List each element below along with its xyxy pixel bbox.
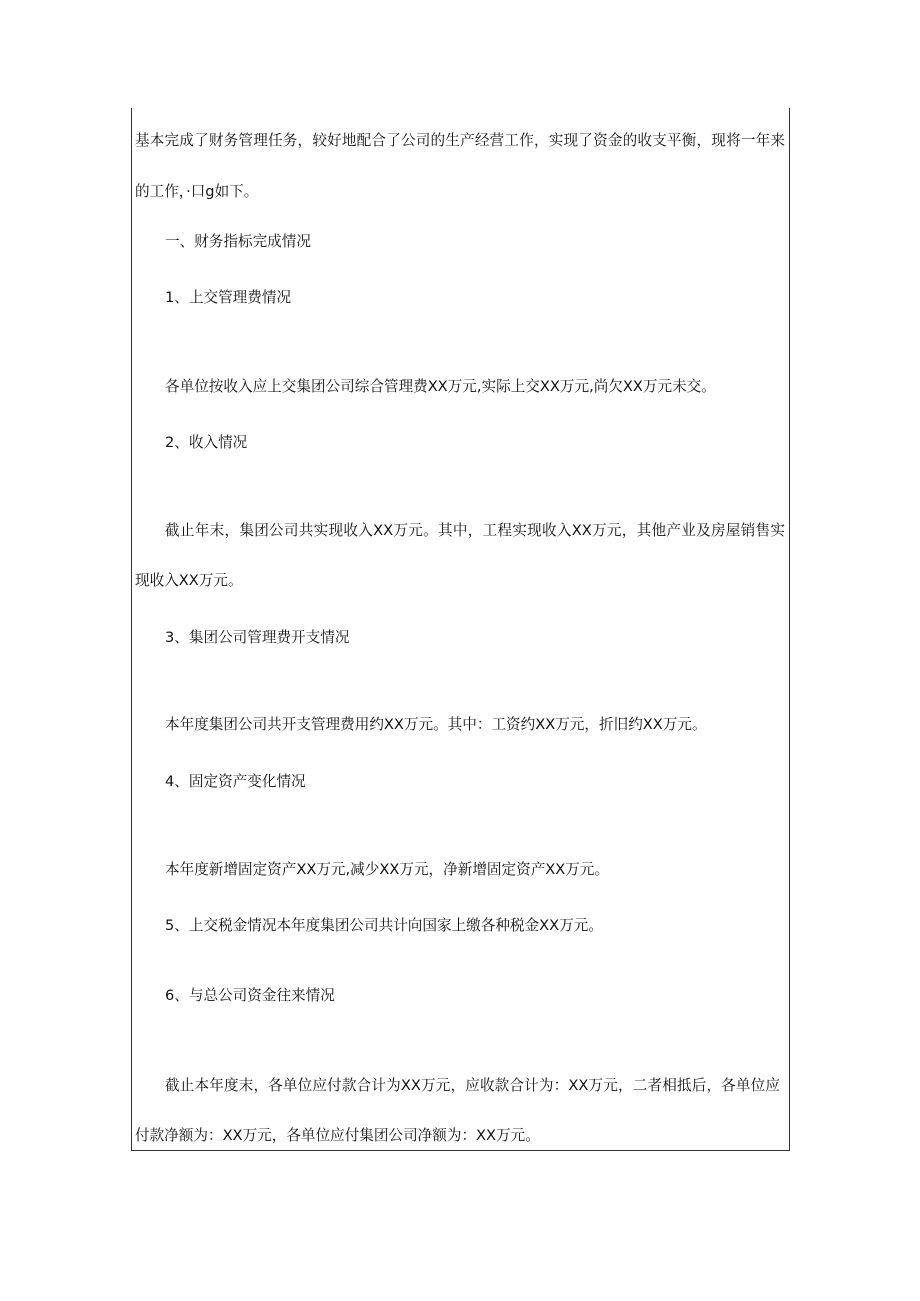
item-2-body-line-2: 现收入XX万元。 bbox=[135, 572, 243, 589]
intro-line-2: 的工作，·口g如下。 bbox=[135, 183, 259, 200]
item-1-body: 各单位按收入应上交集团公司综合管理费XX万元,实际上交XX万元,尚欠XX万元未交。 bbox=[165, 378, 716, 395]
item-4-heading: 4、固定资产变化情况 bbox=[165, 773, 306, 790]
intro-line-1: 基本完成了财务管理任务，较好地配合了公司的生产经营工作，实现了资金的收支平衡，现将一年来 bbox=[135, 132, 785, 149]
item-5-heading: 5、上交税金情况本年度集团公司共计向国家上缴各种税金XX万元。 bbox=[165, 917, 603, 934]
item-2-heading: 2、收入情况 bbox=[165, 434, 248, 451]
item-6-body-line-2: 付款净额为：XX万元，各单位应付集团公司净额为：XX万元。 bbox=[135, 1127, 540, 1144]
section-heading: 一、财务指标完成情况 bbox=[165, 233, 311, 250]
item-1-heading: 1、上交管理费情况 bbox=[165, 289, 292, 306]
item-6-heading: 6、与总公司资金往来情况 bbox=[165, 987, 335, 1004]
item-4-body: 本年度新增固定资产XX万元,减少XX万元，净新增固定资产XX万元。 bbox=[165, 861, 610, 878]
item-3-body: 本年度集团公司共开支管理费用约XX万元。其中：工资约XX万元，折旧约XX万元。 bbox=[165, 716, 707, 733]
item-2-body-line-1: 截止年末，集团公司共实现收入XX万元。其中，工程实现收入XX万元，其他产业及房屋销售实 bbox=[165, 522, 785, 539]
item-6-body-line-1: 截止本年度末，各单位应付款合计为XX万元，应收款合计为：XX万元，二者相抵后，各单位应 bbox=[165, 1077, 780, 1094]
item-3-heading: 3、集团公司管理费开支情况 bbox=[165, 629, 350, 646]
